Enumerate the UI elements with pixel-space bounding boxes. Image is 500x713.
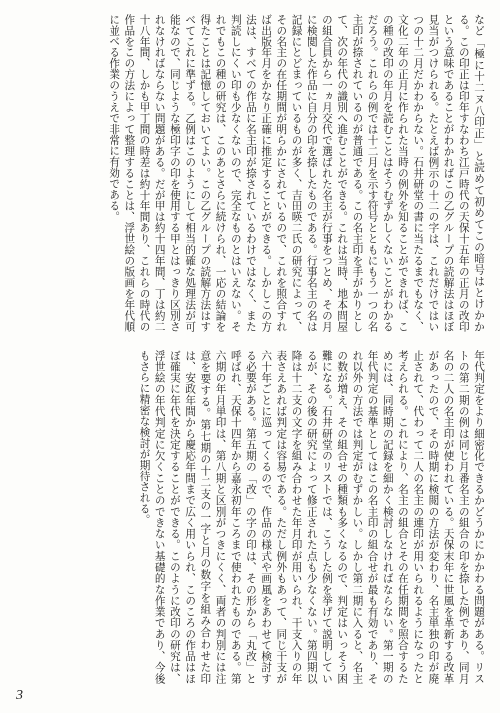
upper-text-block	[16, 14, 486, 332]
lower-text-block	[16, 350, 486, 684]
page-number: 3	[16, 688, 23, 703]
lower-paragraph: 年代判定をより細密化できるかどうかにかかわる問題がある。リストの第二期の例は同じ月番名主の組合の印を捺した例であり、同月名の二人の名主印が使われている。天保末年に世風を革新する改革があったので、その時期に検閲の方法が変わり、名主単独の印が廃止されて、代わって二人の名主の連印が用いられるようになったと考えられる。これにより、名主の組合とその在任期間を照合するためには、同時期の記録を細かく検討しなければならない。第一期の年代判定の基準としてはこの名主印の組合せが最も有効であり、それ以外の方法では判定がむずかしい。しかし第二期に入ると、名主の数が増え、その組合せの種類も多くなるので、判定はいっそう困難になる。石井研堂のリストでは、こうした例を挙げて説明しているが、その後の研究によって修正された点も少なくない。第四期以降は十二支の文字を組み合わせた年月印が用いられ、干支入りの年表さえあれば判定は容易である。ただし例外もあって、同じ干支が六十年ごとに巡ってくるので、作品の様式や画風をあわせて検討する必要がある。第五期の「改」の字の印は、その形から「丸改」と呼ばれ、天保十四年から嘉永初年ころまで使われたものである。第六期の年月単印は、第八期と区別がつきにくく、両者の判別には注意を要する。第七期の十二支の一字と月の数字を組み合わせた印は、安政年間から慶応年間まで広く用いられ、このころの作品はほぼ確実に年代を決定することができる。このように改印の研究は、浮世絵の年代判定に欠くことのできない基礎的な作業であり、今後もさらに精密な検討が期待される。	[138, 350, 485, 684]
upper-paragraph: など「極に十二ヌ八印正」と読めて初めてこの暗号はとけかかる。この印正は印年すなわち江戸時代の天保十五年の正月の改印という意味であることがわかればこの乙グループの読解法はほぼ見当がつけられる。たとえば例示の十二の字は、これだけではいつの十二月だかわからない。石井研堂の書に当たるまでもなく、文化二年の正月に作られた当時の例外を知ることができれば、この種の改印の年月を読むことはそうむずかしくないことがわかるだろう。これらの例では十二月を示す符号とともにもう一つの名主印が捺されているのが普通である。この名主印を手がかりとして、次の年代の識別へ進むことができる。これは当時、地本問屋の組合員から一ヵ月交代で選ばれた名主が行事をつとめ、その月に検閲した作品に自分の印を捺したものである。行事名主の名は記録にとどまっているものが多く、吉田暎二氏の研究によって、その名主の在任期間が明らかにされているので、これを照合すれば出版年月をかなり正確に推定することができる。しかしこの方法は、すべての作品に名主印が捺されているわけではなく、また判読しにくい印も少なくないので、完全なものとはいえない。それでもこの種の研究は、このあとさらに続けられ、一応の結論を得たことは記憶しておいてよい。この乙グループの読解方法はすべてこれに準ずる。乙例はこのようにして相当的確な処理法が可能なので、同じような極印字の印を使用する甲とはっきり区別されなければならない問題がある。だが甲は約十四年間、丁は約二十八年間、しかも甲丁間の時差は約十年間あり、これらの時代の作品をこの方法によって整理することは、浮世絵の版画を年代順に並べる作業のうえで非常に有効である。	[108, 14, 485, 332]
